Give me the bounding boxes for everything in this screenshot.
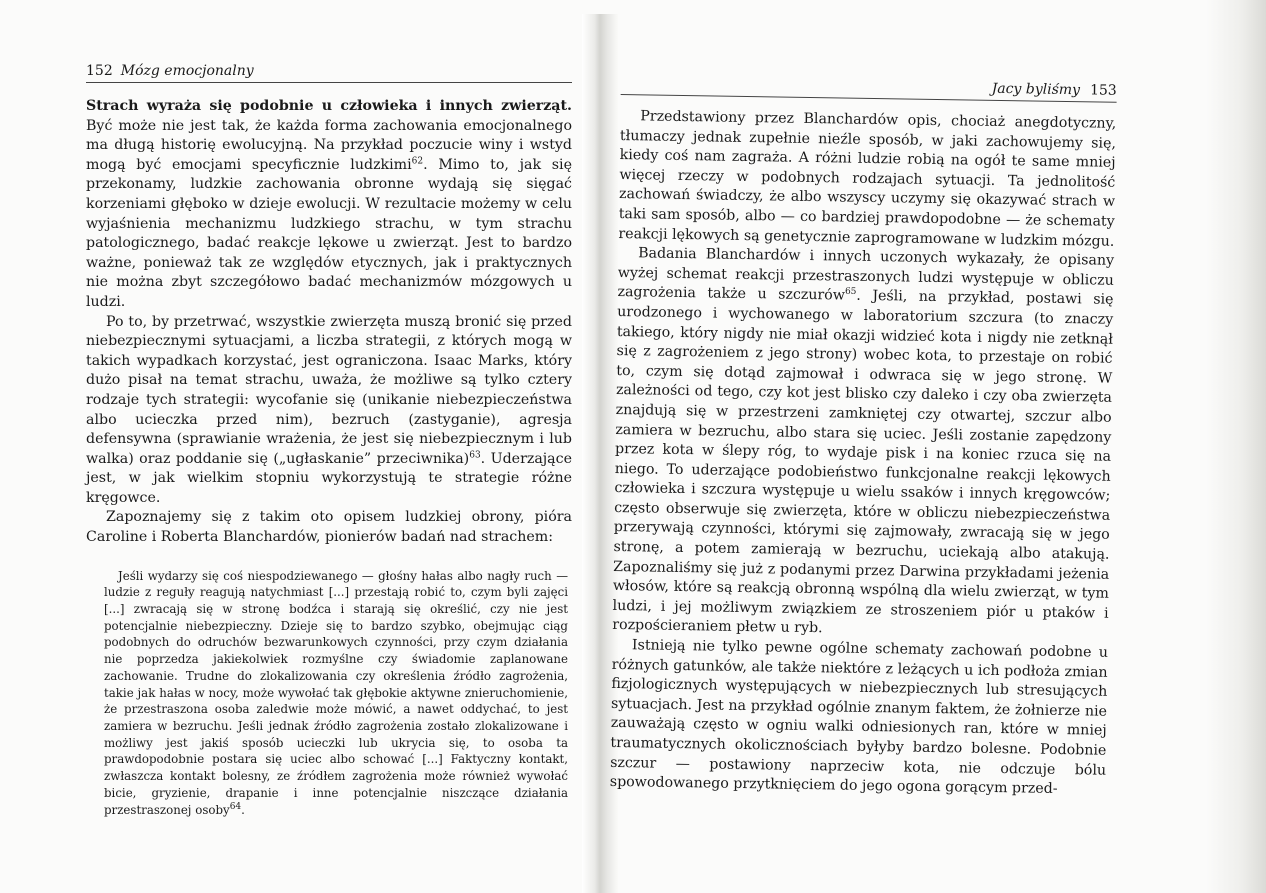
- text-run: .: [241, 802, 245, 817]
- left-running-title: Mózg emocjonalny: [120, 63, 254, 79]
- paragraph: Zapoznajemy się z takim oto opisem ludzkiej obrony, pióra Caroline i Roberta Blanchardów, pionierów badań nad strachem:: [86, 509, 572, 546]
- right-page: [610, 72, 1117, 800]
- text-run: Być może nie jest tak, że każda forma zachowania emocjonalnego ma długą historię ewolucyjną. Na przykład poczucie winy i wstyd mogą być emocjami specyficznie ludzkimi: [86, 117, 572, 173]
- left-page-number: 152: [86, 63, 113, 79]
- paragraph: [612, 244, 1114, 644]
- text-run: . Uderzające jest, w jak wielkim stopniu wykorzystują te strategie różne kręgowce.: [86, 450, 572, 506]
- right-running-title: Jacy byliśmy: [991, 80, 1081, 99]
- left-running-head: [86, 60, 572, 83]
- text-run: . Mimo to, jak się przekonamy, ludzkie zachowania obronne wydają się sięgać korzeniami głęboko w dzieje ewolucji. W rezultacie możemy w celu wyjaśnienia mechanizmu ludzkiego strachu, w tym strachu patologicznego, badać reakcje lękowe u zwierząt. Jest to bardzo ważne, ponieważ tak ze względów etycznych, jak i praktycznych nie można zbyt szczegółowo badać mechanizmów mózgowych u ludzi.: [86, 156, 572, 310]
- paragraph: Istnieją nie tylko pewne ogólne schematy zachowań podobne u różnych gatunków, ale także niektóre z leżących u ich podłoża zmian fizjologicznych występujących w niebezpiecznych lub stresujących sytuacjach. Jest na przykład ogólnie znanym faktem, że żołnierze nie zauważają często w ogniu walki odniesionych ran, które w mniej traumatycznych okolicznościach byłyby bardzo bolesne. Podobnie szczur — postawiony naprzeciw kota, nie odczuje bólu spowodowanego przytknięciem do jego ogona gorącym przed-: [609, 637, 1109, 798]
- section-heading: Strach wyraża się podobnie u człowieka i innych zwierząt.: [86, 98, 572, 114]
- text-run: Jeśli wydarzy się coś niespodziewanego — głośny hałas albo nagły ruch — ludzie z reguły reagują natychmiast [...] przestają robić to, czym byli zajęci [...] zwracają się w stronę bodźca i starają się określić, czy nie jest potencjalnie niebezpieczny. Dzieje się to bardzo szybko, obejmując ciąg podobnych do odruchów bezwarunkowych czynności, przy czym działania nie poprzedza jakiekolwiek rozmyślne czy świadomie zaplanowane zachowanie. Trudne do zlokalizowania czy określenia źródło zagrożenia, takie jak hałas w nocy, może wywołać tak głębokie aktywne znieruchomienie, że przestraszona osoba zaledwie może mówić, a nawet oddychać, to jest zamiera w bezruchu. Jeśli jednak źródło zagrożenia zostało zlokalizowane i możliwy jest jakiś sposób ucieczki lub ukrycia się, to osoba ta prawdopodobnie postara się uciec albo schować [...] Faktyczny kontakt, zwłaszcza kontakt bolesny, ze źródłem zagrożenia może również wywołać bicie, gryzienie, drapanie i inne potencjalnie niszczące działania przestraszonej osoby: [104, 568, 568, 817]
- text-run: . Jeśli, na przykład, postawi się urodzonego i wychowanego w laboratorium szczura (to znaczy takiego, który nigdy nie miał okazji widzieć kota i nigdy nie zetknął się z zagrożeniem z jego strony) wobec kota, to przestaje on robić to, czym się dotąd zajmował i odwraca się w jego stronę. W zależności od tego, czy kot jest blisko czy daleko i czy oba zwierzęta znajdują się w przestrzeni zamkniętej czy otwartej, szczur albo zamiera w bezruchu, albo stara się uciec. Jeśli zostanie zapędzony przez kota w ślepy róg, to wydaje pisk i na koniec rzuca się na niego. To uderzające podobieństwo funkcjonalne reakcji lękowych człowieka i szczura występuje u wielu ssaków i innych kręgowców; często obserwuje się zwierzęta, które w obliczu niebezpieczeństwa przerywają czynności, którymi się zajmowały, zwracają się w jego stronę, a potem zamierają w bezruchu, uciekają albo atakują. Zapoznaliśmy się już z podanymi przez Darwina przykładami jeżenia włosów, które są reakcją obronną wspólną dla wielu zwierząt, w tym ludzi, i jej możliwym związkiem ze stroszeniem piór u ptaków i rozpościeraniem płetw u ryb.: [612, 288, 1114, 637]
- paragraph: [86, 313, 572, 509]
- page-edge-shadow: [1206, 0, 1266, 893]
- footnote-ref: 62: [411, 156, 424, 167]
- left-page: [86, 60, 572, 818]
- text-run: Badania Blanchardów i innych uczonych wykazały, że opisany wyżej schemat reakcji przestraszonych ludzi występuje w obliczu zagrożenia także u szczurów: [617, 245, 1115, 304]
- footnote-ref: 65: [844, 287, 857, 298]
- right-page-number: 153: [1089, 82, 1117, 99]
- footnote-ref: 63: [469, 449, 481, 460]
- right-running-head: [621, 72, 1117, 103]
- left-body-text: [86, 97, 572, 548]
- footnote-ref: 64: [229, 801, 242, 812]
- block-quote: [104, 568, 568, 819]
- quote-paragraph: [104, 568, 568, 819]
- text-run: Po to, by przetrwać, wszystkie zwierzęta muszą bronić się przed niebezpiecznymi sytuacjami, a liczba strategii, z których mogą w takich wypadkach korzystać, jest ograniczona. Isaac Marks, który dużo pisał na temat strachu, uważa, że możliwe są tylko cztery rodzaje tych strategii: wycofanie się (unikanie niebezpieczeństwa albo ucieczka przed nim), bezruch (zastyganie), agresja defensywna (sprawianie wrażenia, że jest się niebezpiecznym i lub walka) oraz poddanie się („ugłaskanie” przeciwnika): [86, 313, 572, 467]
- right-body-text: [610, 107, 1117, 800]
- paragraph: [86, 97, 572, 313]
- paragraph: Przedstawiony przez Blanchardów opis, chociaż anegdotyczny, tłumaczy jednak zupełnie nieźle sposób, w jaki zachowujemy się, kiedy coś nam zagraża. A różni ludzie robią na ogół te same mniej więcej rzeczy w podobnych rodzajach sytuacji. Ta jednolitość zachowań świadczy, że albo wszyscy uczymy się okazywać strach w taki sam sposób, albo — co bardziej prawdopodobne — że schematy reakcji lękowych są genetycznie zaprogramowane w ludzkim mózgu.: [618, 108, 1117, 250]
